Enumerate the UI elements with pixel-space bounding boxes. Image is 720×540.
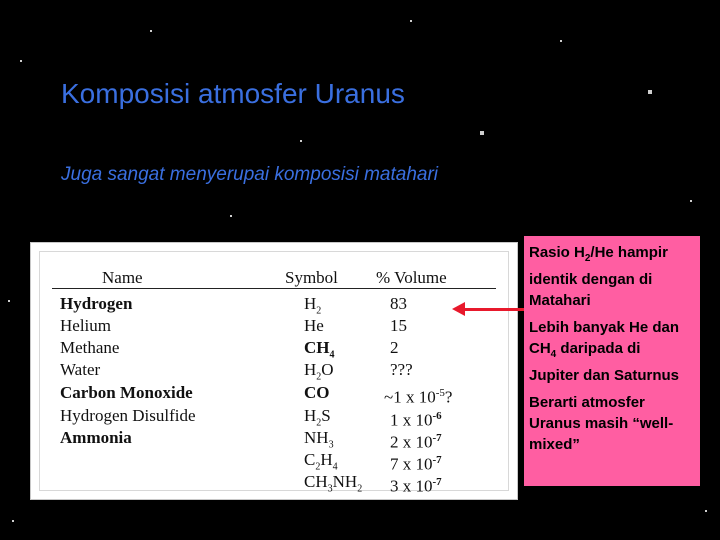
- row-volume-methane: 2: [390, 338, 399, 357]
- composition-table-panel: [30, 242, 518, 500]
- row-symbol-carbon-monoxide: CO: [304, 383, 330, 402]
- row-name-ammonia: Ammonia: [60, 428, 132, 447]
- header-symbol: Symbol: [285, 268, 338, 287]
- row-name-water: Water: [60, 360, 101, 379]
- star: [410, 20, 412, 22]
- note-ratio: Rasio $H_2/He$ hampir identik dengan di Matahari: [529, 244, 668, 309]
- row-volume-ethylene: 7 x $10^{-7}$: [390, 454, 442, 474]
- row-volume-hydrogen: 83: [390, 294, 407, 313]
- notes-panel: [524, 236, 700, 486]
- header-volume: % Volume: [376, 268, 447, 287]
- row-volume-methylamine: 3 x $10^{-7}$: [390, 476, 442, 496]
- row-symbol-hydrogen-disulfide: $H_2S$: [304, 406, 331, 429]
- row-volume-water: ???: [390, 360, 413, 379]
- composition-table: [39, 251, 509, 496]
- star: [12, 520, 14, 522]
- row-volume-carbon-monoxide: ~1 x $10^{-5}$?: [384, 387, 453, 407]
- star: [8, 300, 10, 302]
- row-symbol-methylamine: $CH_3NH_2$: [304, 472, 363, 495]
- header-name: Name: [102, 268, 143, 287]
- note-well-mixed: Berarti atmosfer Uranus masih “well-mixed”: [529, 394, 674, 453]
- row-name-helium: Helium: [60, 316, 111, 335]
- slide-subtitle: Juga sangat menyerupai komposisi matahari: [61, 164, 439, 185]
- row-name-carbon-monoxide: Carbon Monoxide: [60, 383, 193, 402]
- star: [150, 30, 152, 32]
- note-more-helium: Lebih banyak He dan $CH_4$ daripada di Jupiter dan Saturnus: [529, 319, 680, 384]
- row-volume-ammonia: 2 x $10^{-7}$: [390, 432, 442, 452]
- star: [300, 140, 302, 142]
- star: [690, 200, 692, 202]
- row-name-methane: Methane: [60, 338, 120, 357]
- header-divider: [52, 288, 496, 289]
- row-name-hydrogen: Hydrogen: [60, 294, 133, 313]
- row-symbol-helium: He: [304, 316, 324, 335]
- row-symbol-methane: $CH_4$: [304, 338, 335, 361]
- arrow-shaft: [462, 308, 524, 311]
- row-name-hydrogen-disulfide: Hydrogen Disulfide: [60, 406, 196, 425]
- row-symbol-ethylene: $C_2H_4$: [304, 450, 338, 473]
- star: [230, 215, 232, 217]
- row-volume-helium: 15: [390, 316, 407, 335]
- star: [480, 131, 484, 135]
- arrow-head: [452, 302, 465, 316]
- star: [705, 510, 707, 512]
- star: [648, 90, 652, 94]
- row-symbol-hydrogen: $H_2$: [304, 294, 322, 317]
- star: [560, 40, 562, 42]
- star: [20, 60, 22, 62]
- slide-title: Komposisi atmosfer Uranus: [61, 78, 405, 109]
- row-symbol-ammonia: $NH_3$: [304, 428, 334, 451]
- row-symbol-water: $H_2O$: [304, 360, 334, 383]
- row-volume-hydrogen-disulfide: 1 x $10^{-6}$: [390, 410, 442, 430]
